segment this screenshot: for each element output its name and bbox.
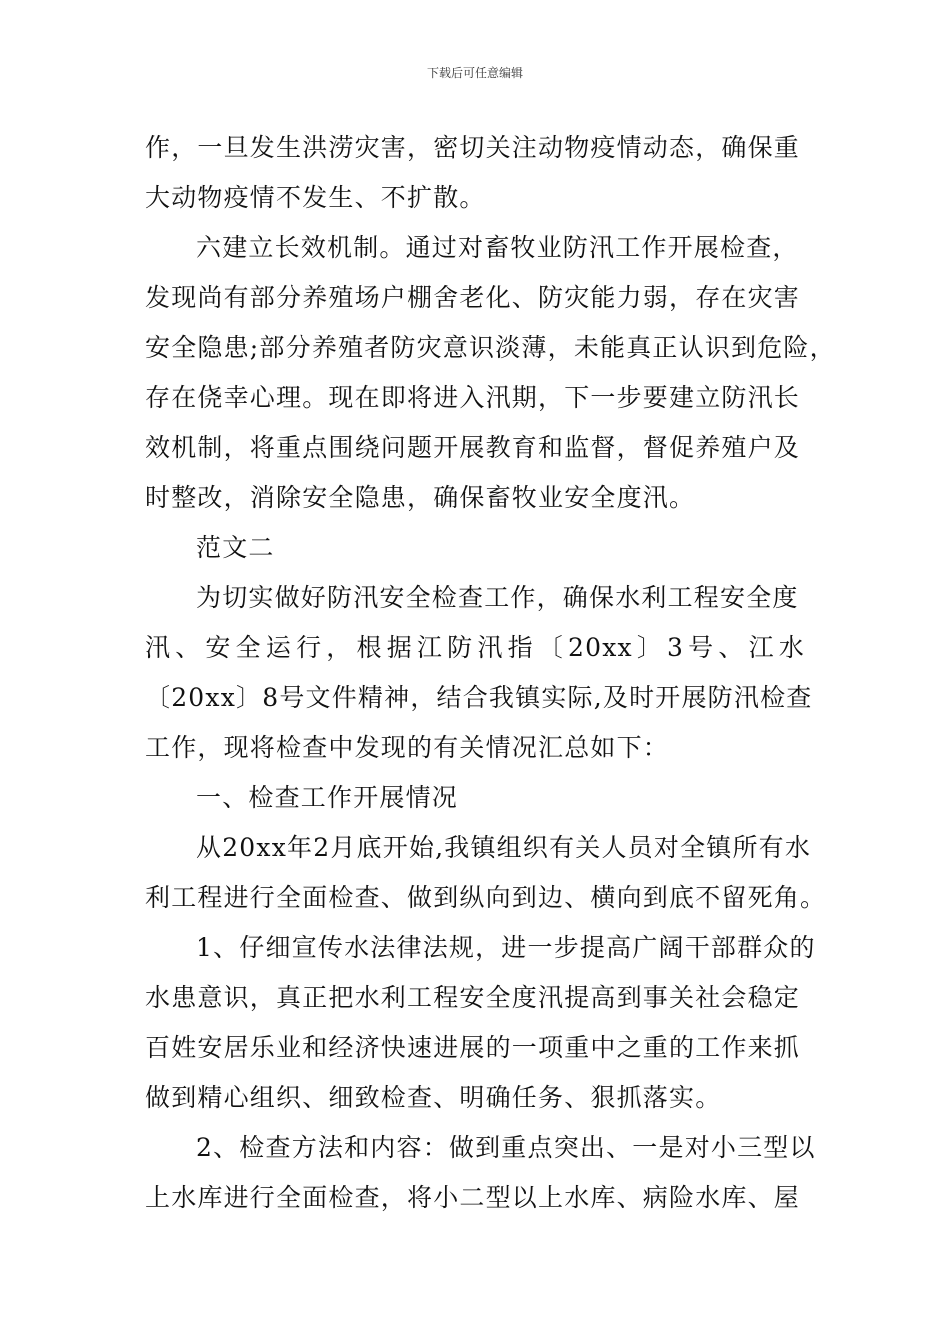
text-line: 从20xx年2月底开始,我镇组织有关人员对全镇所有水: [196, 833, 812, 862]
text-line: 大动物疫情不发生、不扩散。: [145, 183, 486, 212]
text-line: 工作，现将检查中发现的有关情况汇总如下：: [145, 733, 670, 762]
section-heading: 范文二: [196, 533, 275, 562]
text-line: 作，一旦发生洪涝灾害，密切关注动物疫情动态，确保重: [145, 133, 801, 162]
section-heading: 一、检查工作开展情况: [196, 783, 459, 812]
text-line: 上水库进行全面检查，将小二型以上水库、病险水库、屋: [145, 1183, 801, 1212]
text-line: 做到精心组织、细致检查、明确任务、狠抓落实。: [145, 1083, 722, 1112]
text-line: 六建立长效机制。通过对畜牧业防汛工作开展检查，: [196, 233, 799, 262]
text-line: 存在侥幸心理。现在即将进入汛期，下一步要建立防汛长: [145, 383, 801, 412]
text-line: [145, 632, 805, 664]
text-line: 1、仔细宣传水法律法规，进一步提高广阔干部群众的: [196, 933, 816, 962]
text-line: 2、检查方法和内容：做到重点突出、一是对小三型以: [196, 1133, 816, 1162]
page-header: 下载后可任意编辑: [426, 66, 523, 80]
text-line: 为切实做好防汛安全检查工作，确保水利工程安全度: [196, 583, 799, 612]
justified-text: 汛、安全运行，根据江防汛指〔20xx〕3号、江水: [145, 633, 805, 662]
text-line: 时整改，消除安全隐患，确保畜牧业安全度汛。: [145, 483, 696, 512]
text-line: 〔20xx〕8号文件精神，结合我镇实际,及时开展防汛检查: [145, 683, 813, 712]
text-line: 百姓安居乐业和经济快速进展的一项重中之重的工作来抓: [145, 1033, 801, 1062]
text-line: 水患意识，真正把水利工程安全度汛提高到事关社会稳定: [145, 983, 801, 1012]
text-line: 安全隐患;部分养殖者防灾意识淡薄，未能真正认识到危险，: [145, 333, 836, 362]
text-line: 效机制，将重点围绕问题开展教育和监督，督促养殖户及: [145, 433, 801, 462]
text-line: 发现尚有部分养殖场户棚舍老化、防灾能力弱，存在灾害: [145, 283, 801, 312]
text-line: 利工程进行全面检查、做到纵向到边、横向到底不留死角。: [145, 883, 827, 912]
